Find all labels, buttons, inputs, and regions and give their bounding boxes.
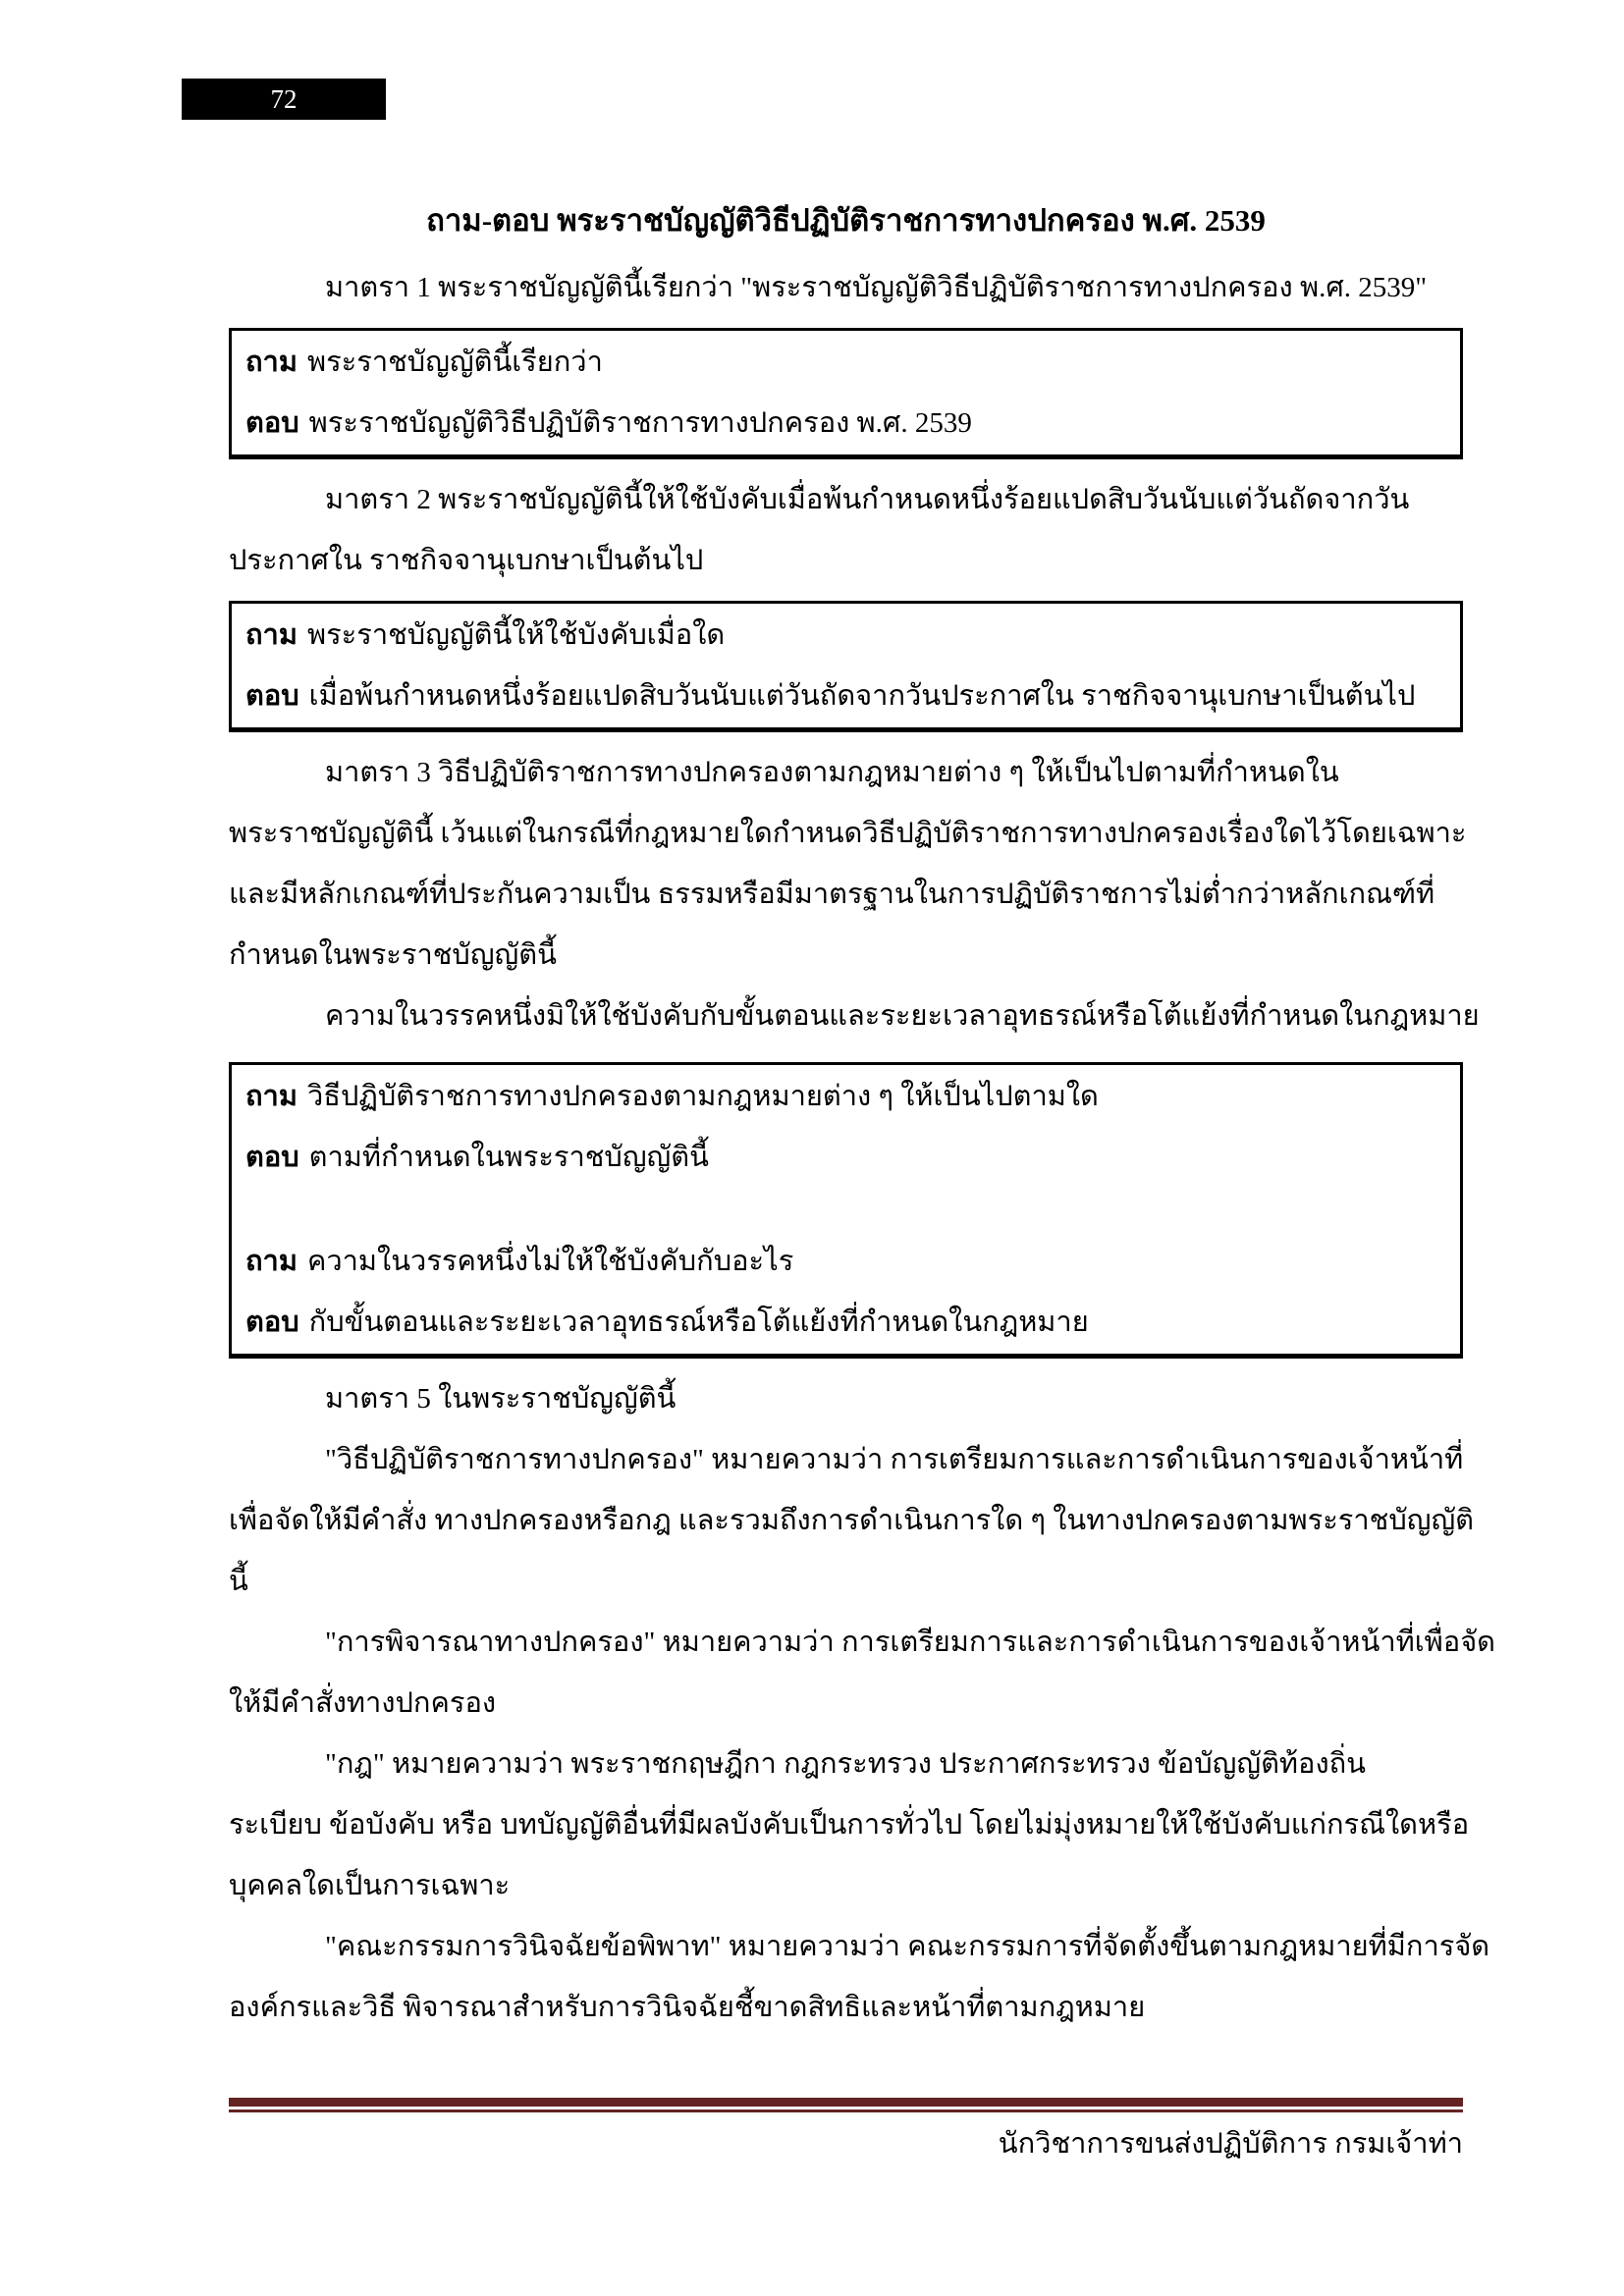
qa-box [229, 328, 1463, 459]
text-line: นี้ [229, 1566, 248, 1597]
question-label: ถาม [245, 1246, 298, 1277]
answer-label: ตอบ [245, 680, 299, 712]
question-text: พระราชบัญญัตินี้เรียกว่า [306, 347, 603, 378]
qa-box [229, 601, 1463, 732]
paragraph-def-rule [229, 1734, 1470, 1916]
answer-text: เมื่อพ้นกำหนดหนึ่งร้อยแปดสิบวันนับแต่วันถัดจากวันประกาศใน ราชกิจจานุเบกษาเป็นต้นไป [308, 680, 1416, 712]
paragraph-m3-v2 [229, 986, 1480, 1046]
paragraph-def-consideration [229, 1612, 1496, 1734]
paragraph-m1 [229, 257, 1463, 318]
answer-text: ตามที่กำหนดในพระราชบัญญัตินี้ [308, 1142, 709, 1173]
qa-answer-line [245, 1292, 1446, 1353]
question-label: ถาม [245, 1081, 298, 1112]
answer-label: ตอบ [245, 1142, 299, 1173]
question-label: ถาม [245, 619, 298, 651]
text-line: พระราชบัญญัตินี้ เว้นแต่ในกรณีที่กฎหมายใดกำหนดวิธีปฏิบัติราชการทางปกครองเรื่องใดไว้โดยเฉพาะ [229, 818, 1467, 849]
page-footer [229, 2098, 1463, 2163]
paragraph-m2 [229, 469, 1463, 591]
qa-answer-line [245, 666, 1446, 726]
paragraph-m5 [229, 1368, 1463, 1429]
qa-question-line [245, 332, 1446, 393]
text-line: ระเบียบ ข้อบังคับ หรือ บทบัญญัติอื่นที่มีผลบังคับเป็นการทั่วไป โดยไม่มุ่งหมายให้ใช้บังคับแก่กรณีใดหรือ [229, 1809, 1470, 1841]
text-line: "กฎ" หมายความว่า พระราชกฤษฎีกา กฎกระทรวง ประกาศกระทรวง ข้อบัญญัติท้องถิ่น [325, 1748, 1366, 1780]
text-line: มาตรา 3 วิธีปฏิบัติราชการทางปกครองตามกฎหมายต่าง ๆ ให้เป็นไปตามที่กำหนดใน [325, 757, 1339, 788]
page-title: ถาม-ตอบ พระราชบัญญัติวิธีปฏิบัติราชการทางปกครอง พ.ศ. 2539 [426, 203, 1266, 238]
qa-answer-line [245, 393, 1446, 454]
page-number: 72 [270, 84, 298, 114]
text-line: "วิธีปฏิบัติราชการทางปกครอง" หมายความว่า การเตรียมการและการดำเนินการของเจ้าหน้าที่ [325, 1444, 1464, 1475]
text-line: มาตรา 5 ในพระราชบัญญัตินี้ [325, 1383, 677, 1415]
paragraph-m3 [229, 742, 1467, 986]
answer-text: กับขั้นตอนและระยะเวลาอุทธรณ์หรือโต้แย้งที่กำหนดในกฎหมาย [308, 1307, 1089, 1338]
text-line: และมีหลักเกณฑ์ที่ประกันความเป็น ธรรมหรือมีมาตรฐานในการปฏิบัติราชการไม่ต่ำกว่าหลักเกณฑ์ที่ [229, 879, 1435, 910]
text-line: กำหนดในพระราชบัญญัตินี้ [229, 939, 557, 971]
paragraph-def-procedure [229, 1429, 1475, 1612]
footer-credit: นักวิชาการขนส่งปฏิบัติการ กรมเจ้าท่า [998, 2128, 1463, 2160]
footer-rule-thin [229, 2109, 1463, 2112]
text-line: "คณะกรรมการวินิจฉัยข้อพิพาท" หมายความว่า คณะกรรมการที่จัดตั้งขึ้นตามกฎหมายที่มีการจัด [325, 1931, 1490, 1962]
document-body [229, 190, 1496, 2038]
text-line: มาตรา 2 พระราชบัญญัตินี้ให้ใช้บังคับเมื่อพ้นกำหนดหนึ่งร้อยแปดสิบวันนับแต่วันถัดจากวัน [325, 484, 1410, 515]
text-line: เพื่อจัดให้มีคำสั่ง ทางปกครองหรือกฎ และรวมถึงการดำเนินการใด ๆ ในทางปกครองตามพระราชบัญญัติ [229, 1505, 1475, 1536]
footer-rule-thick [229, 2098, 1463, 2107]
qa-question-line [245, 1066, 1446, 1127]
answer-label: ตอบ [245, 407, 299, 439]
qa-question-line [245, 605, 1446, 666]
page-number-badge [182, 79, 386, 120]
qa-box [229, 1062, 1463, 1359]
text-line: "การพิจารณาทางปกครอง" หมายความว่า การเตรียมการและการดำเนินการของเจ้าหน้าที่เพื่อจัด [325, 1627, 1496, 1658]
question-label: ถาม [245, 347, 298, 378]
qa-question-line [245, 1231, 1446, 1292]
text-line: ประกาศใน ราชกิจจานุเบกษาเป็นต้นไป [229, 545, 704, 576]
text-line: ให้มีคำสั่งทางปกครอง [229, 1687, 497, 1719]
text-line: บุคคลใดเป็นการเฉพาะ [229, 1870, 511, 1901]
qa-answer-line [245, 1127, 1446, 1188]
question-text: พระราชบัญญัตินี้ให้ใช้บังคับเมื่อใด [306, 619, 726, 651]
question-text: วิธีปฏิบัติราชการทางปกครองตามกฎหมายต่าง ๆ ให้เป็นไปตามใด [306, 1081, 1099, 1112]
answer-label: ตอบ [245, 1307, 299, 1338]
blank-line [245, 1188, 1446, 1231]
text-line: ความในวรรคหนึ่งมิให้ใช้บังคับกับขั้นตอนและระยะเวลาอุทธรณ์หรือโต้แย้งที่กำหนดในกฎหมาย [325, 1000, 1480, 1032]
paragraph-def-committee [229, 1916, 1490, 2038]
question-text: ความในวรรคหนึ่งไม่ให้ใช้บังคับกับอะไร [306, 1246, 794, 1277]
text-line: มาตรา 1 พระราชบัญญัตินี้เรียกว่า "พระราชบัญญัติวิธีปฏิบัติราชการทางปกครอง พ.ศ. 2539" [325, 272, 1428, 303]
answer-text: พระราชบัญญัติวิธีปฏิบัติราชการทางปกครอง พ.ศ. 2539 [308, 407, 972, 439]
text-line: องค์กรและวิธี พิจารณาสำหรับการวินิจฉัยชี้ขาดสิทธิและหน้าที่ตามกฎหมาย [229, 1992, 1146, 2023]
